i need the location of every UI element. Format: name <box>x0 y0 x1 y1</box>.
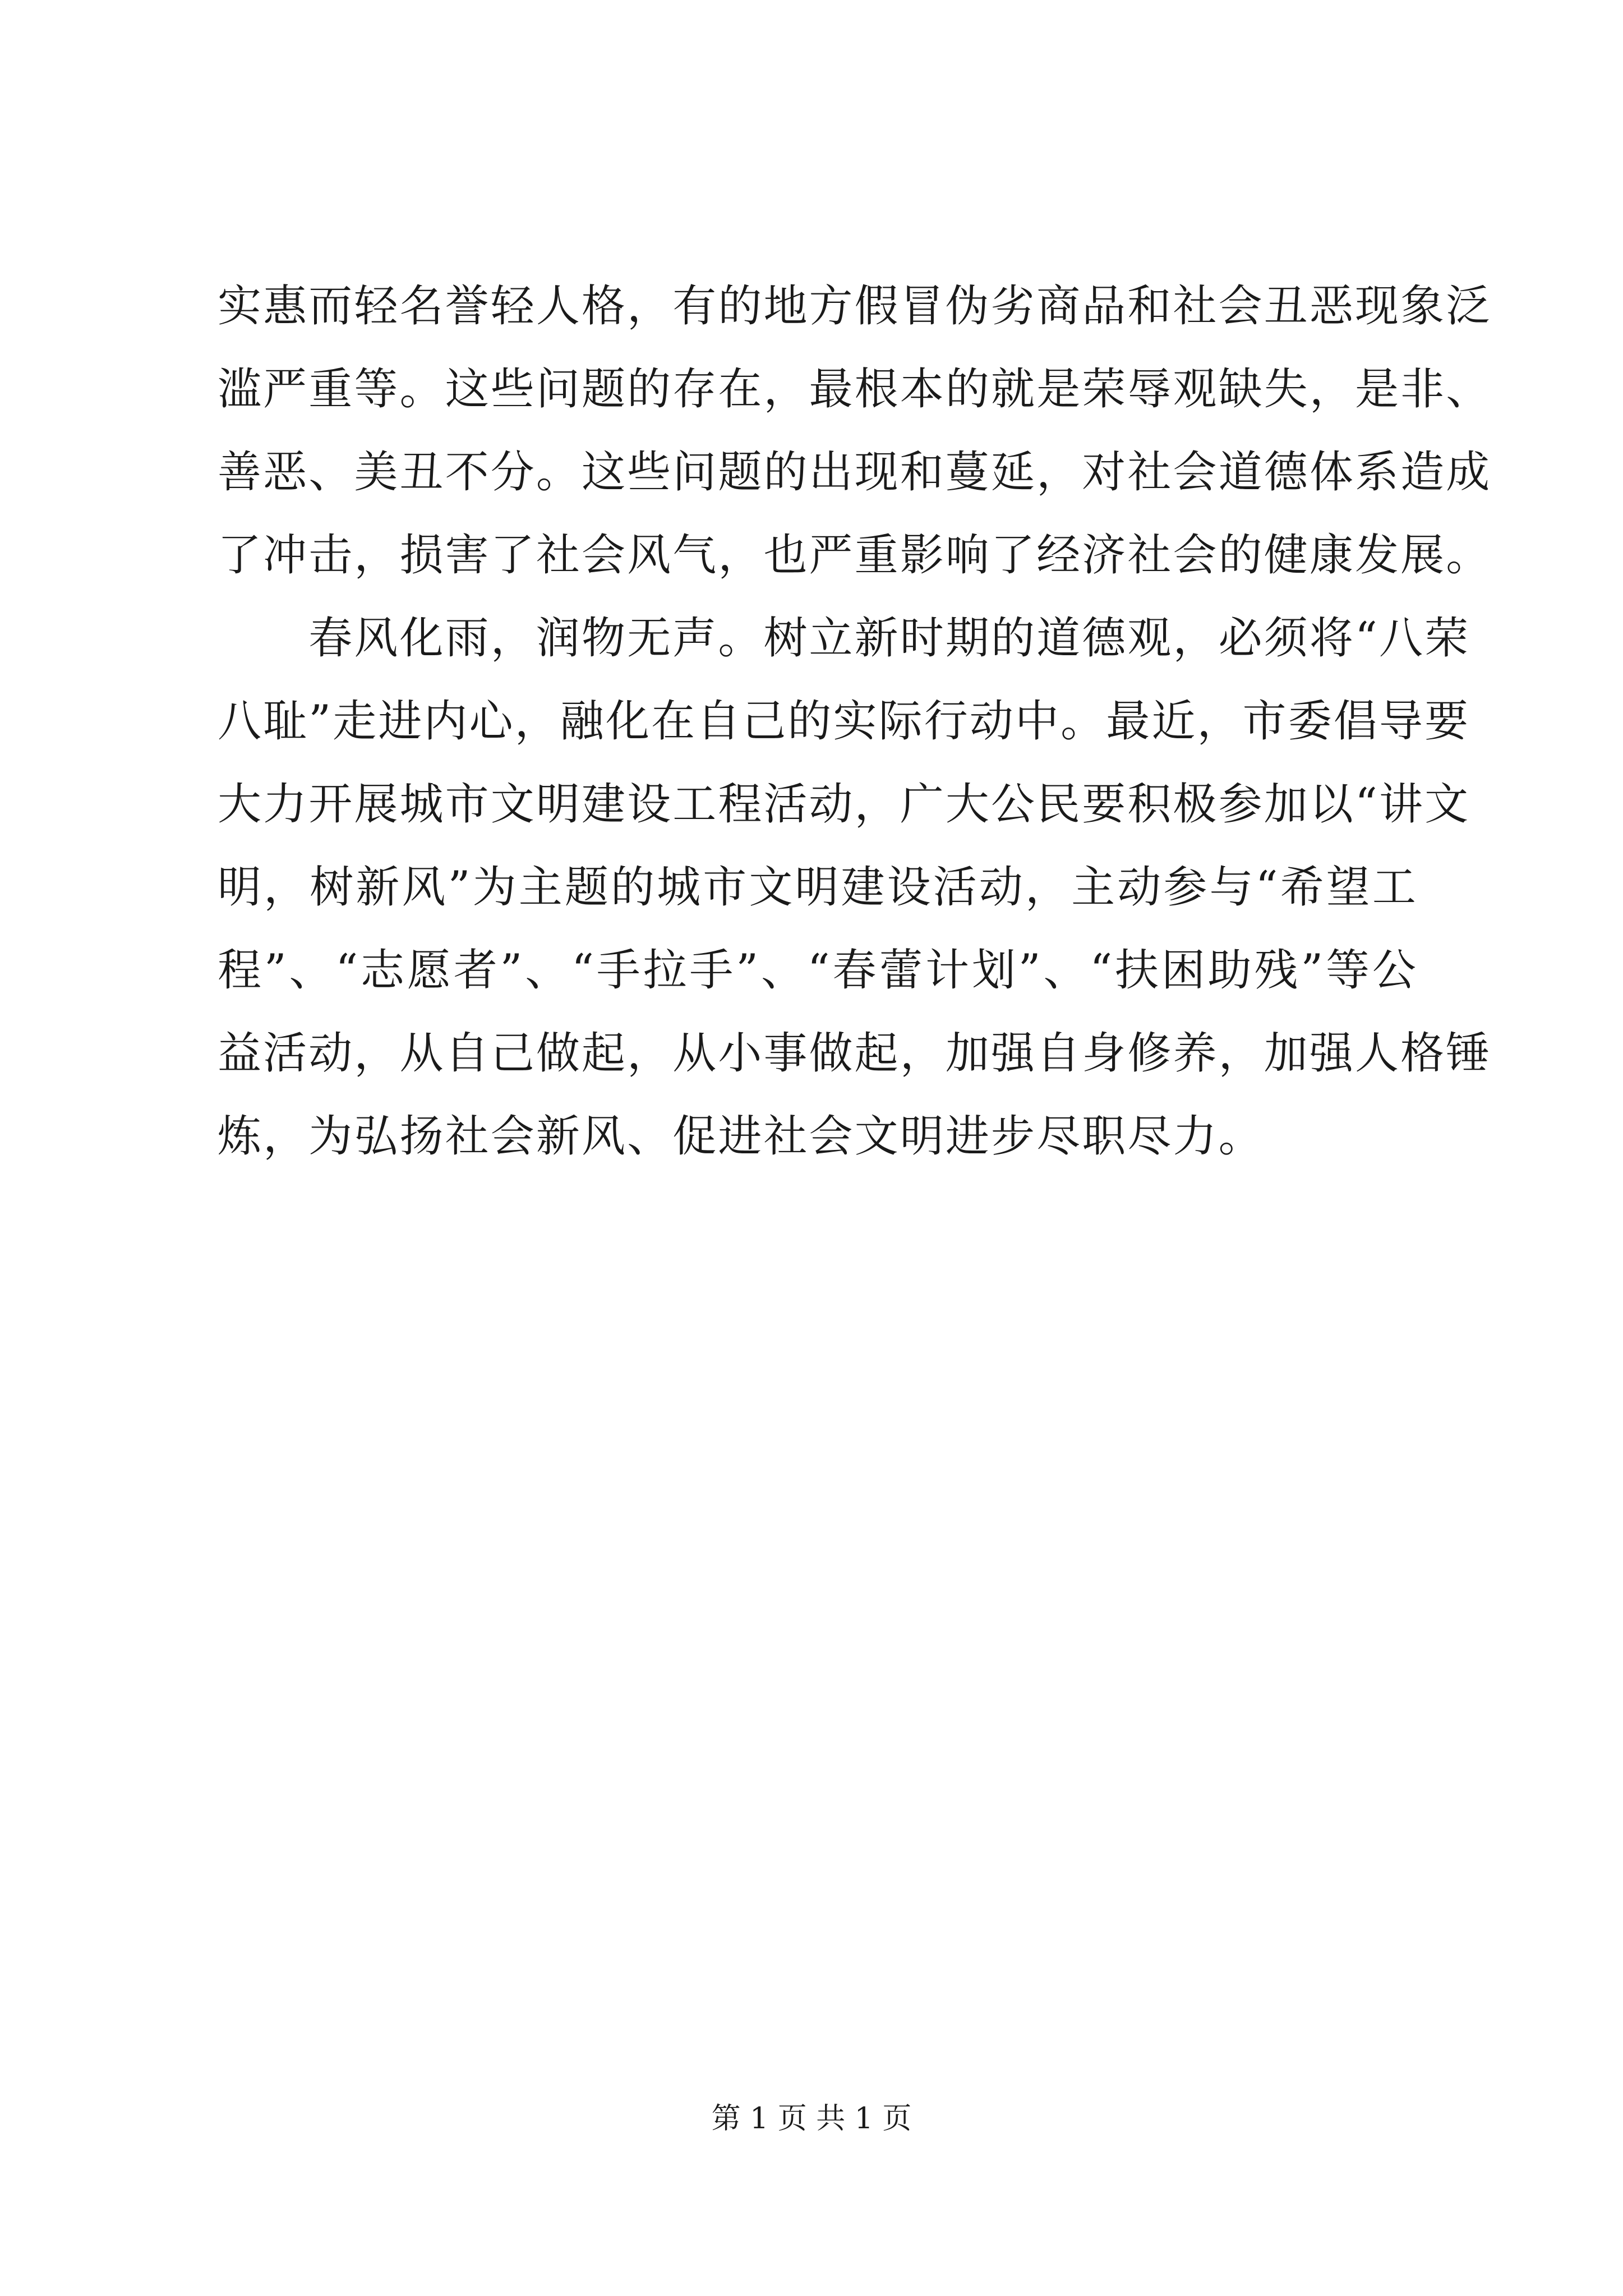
document-body <box>218 265 1492 1178</box>
paragraph-line: 善恶、美丑不分。这些问题的出现和蔓延，对社会道德体系造成 <box>218 447 1492 498</box>
paragraph-line: 益活动，从自己做起，从小事做起，加强自身修养，加强人格锤 <box>218 1028 1492 1079</box>
page-number-footer: 第 1 页 共 1 页 <box>711 2102 912 2136</box>
paragraph-line: 了冲击，损害了社会风气，也严重影响了经济社会的健康发展。 <box>218 530 1492 581</box>
paragraph-line: 大力开展城市文明建设工程活动，广大公民要积极参加以“讲文 <box>218 779 1470 830</box>
paragraph-2 <box>218 597 1492 1178</box>
paragraph-line: 滥严重等。这些问题的存在，最根本的就是荣辱观缺失，是非、 <box>218 364 1492 415</box>
paragraph-line: 明，树新风”为主题的城市文明建设活动，主动参与“希望工 <box>218 862 1418 913</box>
paragraph-line: 炼，为弘扬社会新风、促进社会文明进步尽职尽力。 <box>218 1111 1264 1162</box>
paragraph-1 <box>218 265 1492 597</box>
paragraph-line: 程”、“志愿者”、“手拉手”、“春蕾计划”、“扶困助残”等公 <box>218 945 1418 996</box>
paragraph-line: 八耻”走进内心，融化在自己的实际行动中。最近，市委倡导要 <box>218 696 1470 747</box>
paragraph-line: 实惠而轻名誉轻人格，有的地方假冒伪劣商品和社会丑恶现象泛 <box>218 281 1492 332</box>
paragraph-line: 春风化雨，润物无声。树立新时期的道德观，必须将“八荣 <box>218 613 1470 664</box>
